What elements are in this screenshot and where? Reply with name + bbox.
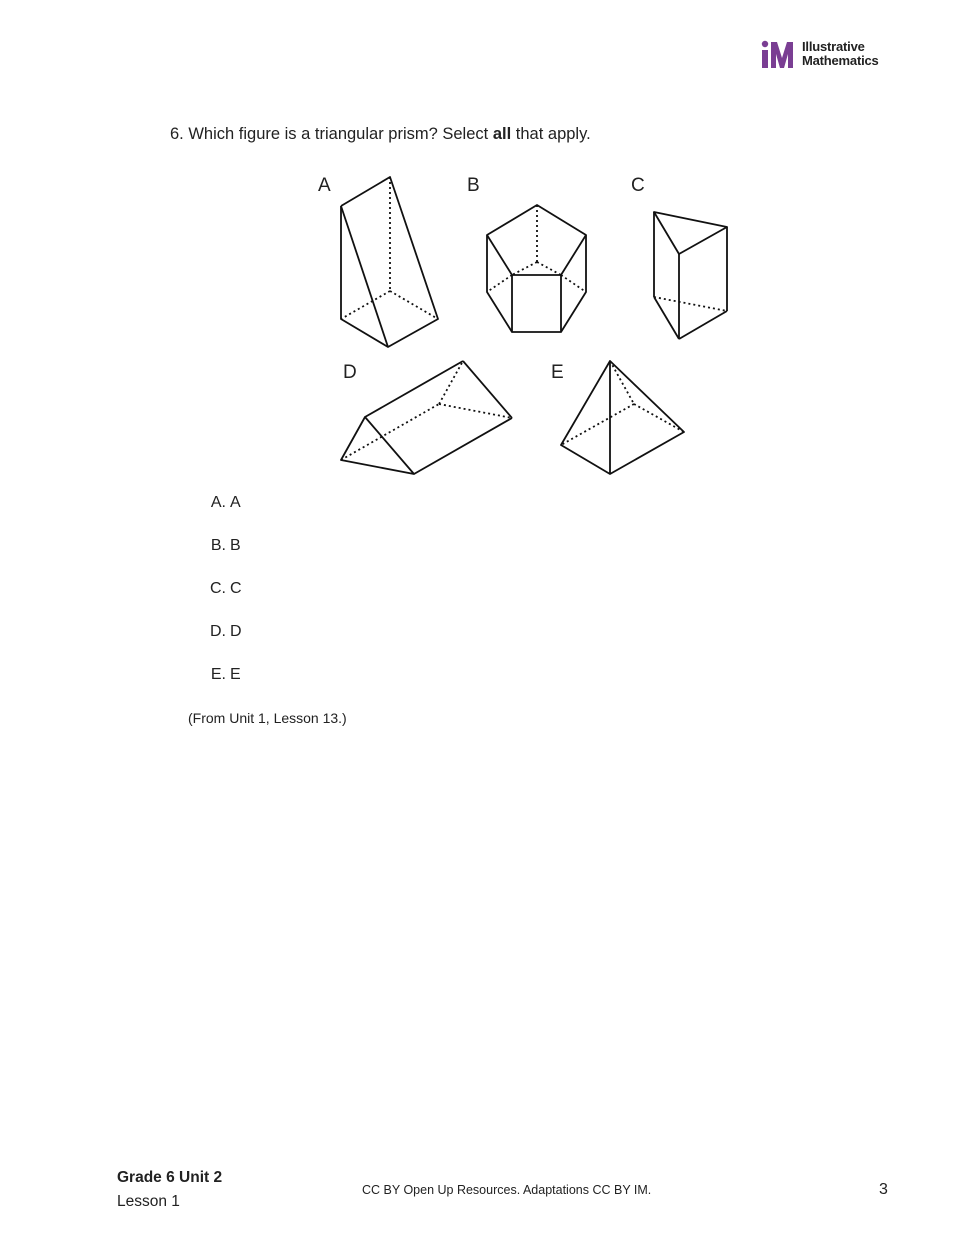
figure-b [467,175,586,332]
choice-letter: A. [210,494,226,511]
choice-text: E [230,666,241,683]
question-emphasis: all [492,125,512,143]
logo-line-1: Illustrative [802,39,865,54]
choice-d[interactable] [200,623,242,666]
choice-letter: D. [210,623,226,640]
logo-line-2: Mathematics [802,53,879,68]
figure-label-d: D [343,362,357,383]
figure-label-b: B [467,175,480,196]
footer-lesson: Lesson 1 [117,1193,180,1210]
choice-letter: E. [210,666,226,683]
question-prompt [170,125,591,144]
im-logo-mark-icon [760,40,798,70]
answer-choices [200,494,242,709]
choice-b[interactable] [200,537,242,580]
page-number: 3 [879,1181,888,1198]
question-text-before: Which figure is a triangular prism? Select [188,125,489,143]
figure-label-c: C [631,175,645,196]
question-number: 6. [170,125,184,143]
figure-a [318,175,438,347]
logo-wordmark [802,40,879,68]
prism-figures [300,165,760,485]
figure-e [551,361,684,474]
choice-letter: B. [210,537,226,554]
choice-letter: C. [210,580,226,597]
choice-text: A [230,494,241,511]
choice-text: D [230,623,242,640]
illustrative-mathematics-logo [760,40,900,70]
choice-text: C [230,580,242,597]
figure-label-e: E [551,362,564,383]
figure-c [631,175,727,339]
choice-e[interactable] [200,666,242,709]
figure-label-a: A [318,175,331,196]
footer-grade-unit: Grade 6 Unit 2 [117,1169,223,1186]
choice-text: B [230,537,241,554]
footer-license: CC BY Open Up Resources. Adaptations CC BY IM. [362,1183,652,1197]
choice-a[interactable] [200,494,242,537]
source-note: (From Unit 1, Lesson 13.) [188,710,347,726]
question-text-after: that apply. [515,125,591,143]
figure-d [341,361,512,474]
choice-c[interactable] [200,580,242,623]
